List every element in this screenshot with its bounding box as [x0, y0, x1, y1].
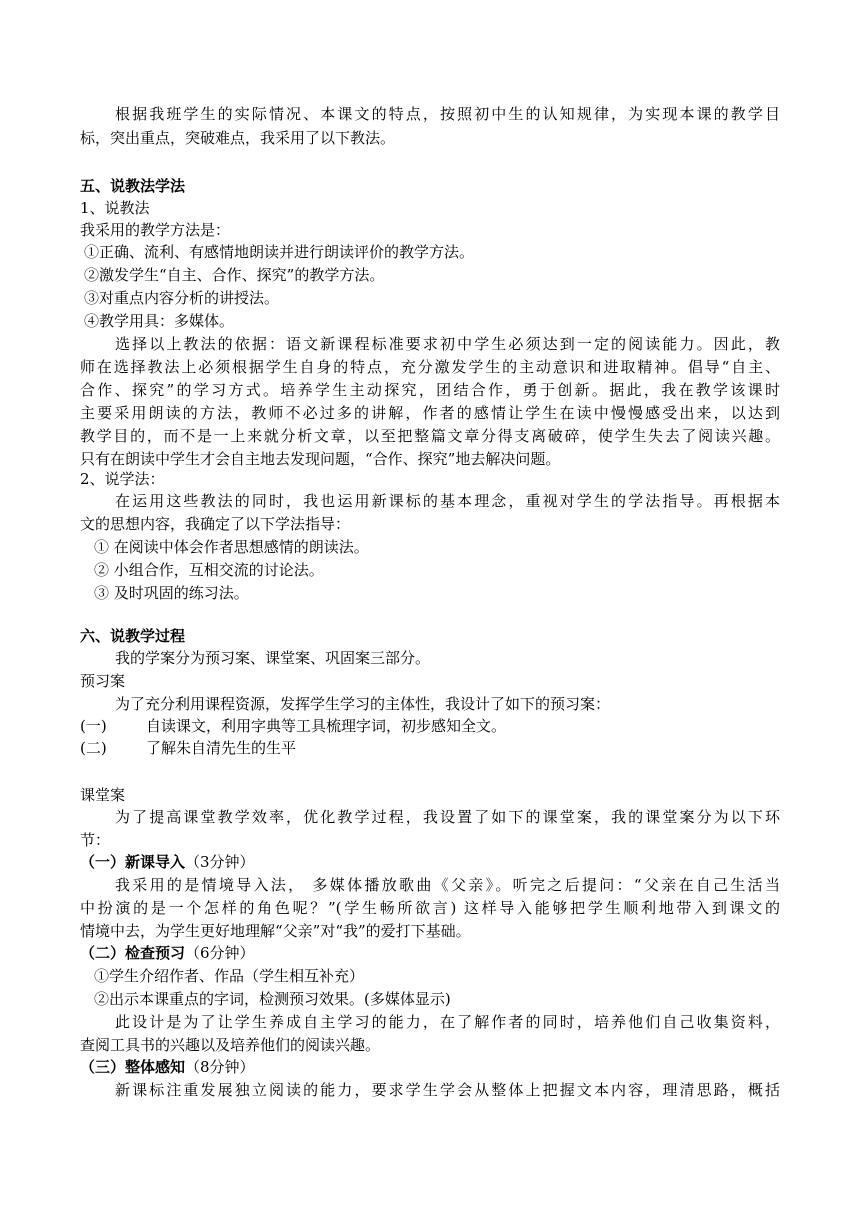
- basis-line: 主要采用朗读的方法，教师不必过多的讲解，作者的感情让学生在读中慢慢感受出来，以达到: [80, 404, 780, 422]
- step-1-time: （3分钟）: [185, 853, 255, 871]
- step-1-heading: [80, 851, 780, 873]
- step-1-title: （一）新课导入: [80, 853, 186, 871]
- preview-item-text: 自读课文，利用字典等工具梳理字词，初步感知全文。: [146, 717, 507, 735]
- section-5-sub-2: 2、说学法：: [80, 470, 165, 488]
- step-2-time: （6分钟）: [185, 944, 255, 962]
- method-item: ③对重点内容分析的讲授法。: [84, 289, 280, 307]
- step-2-heading: [80, 942, 780, 964]
- step-2-item: ①学生介绍作者、作品（学生相互补充）: [94, 967, 365, 985]
- class-intro-line: 节：: [80, 831, 111, 849]
- intro-line-1: 根据我班学生的实际情况、本课文的特点，按照初中生的认知规律，为实现本课的教学目: [115, 105, 780, 123]
- step-3-title: （三）整体感知: [80, 1058, 186, 1076]
- preview-item: [80, 737, 780, 759]
- class-intro-line: 为了提高课堂教学效率，优化教学过程，我设置了如下的课堂案，我的课堂案分为以下环: [115, 808, 780, 826]
- section-6-heading: 六、说教学过程: [80, 627, 186, 645]
- preview-item-text: 了解朱自清先生的生平: [146, 739, 297, 757]
- step-3-heading: [80, 1056, 780, 1078]
- step-3-time: （8分钟）: [185, 1058, 255, 1076]
- study-method-item: ③ 及时巩固的练习法。: [94, 584, 249, 602]
- section-5-sub-1: 1、说教法: [80, 199, 150, 217]
- step-2-item: ②出示本课重点的字词，检测预习效果。(多媒体显示): [94, 990, 451, 1008]
- methods-intro: 我采用的教学方法是：: [80, 221, 231, 239]
- section-5-heading: 五、说教法学法: [80, 177, 186, 195]
- preview-item-number: (二): [80, 739, 107, 757]
- basis-line: 教学目的，而不是一上来就分析文章，以至把整篇文章分得支离破碎，使学生失去了阅读兴趣。: [80, 427, 780, 445]
- step-2-text-line: 查阅工具书的兴趣以及培养他们的阅读兴趣。: [80, 1036, 381, 1054]
- step-3-text-line: 新课标注重发展独立阅读的能力，要求学生学会从整体上把握文本内容，理清思路，概括: [115, 1081, 780, 1099]
- preview-item-number: (一): [80, 717, 107, 735]
- preview-item: [80, 715, 780, 737]
- study-method-item: ① 在阅读中体会作者思想感情的朗读法。: [94, 538, 369, 556]
- basis-line: 选择以上教法的依据：语文新课程标准要求初中学生必须达到一定的阅读能力。因此，教: [115, 335, 780, 353]
- study-intro-line: 在运用这些教法的同时，我也运用新课标的基本理念，重视对学生的学法指导。再根据本: [115, 492, 780, 510]
- intro-line-2: 标，突出重点，突破难点，我采用了以下教法。: [80, 129, 396, 147]
- basis-line: 合作、探究”的学习方式。培养学生主动探究，团结合作，勇于创新。据此，我在教学该课时: [80, 381, 780, 399]
- step-1-text-line: 我采用的是情境导入法， 多媒体播放歌曲《父亲》。听完之后提问：“父亲在自己生活当: [115, 876, 780, 894]
- method-item: ①正确、流利、有感情地朗读并进行朗读评价的教学方法。: [84, 243, 475, 261]
- process-overview: 我的学案分为预习案、课堂案、巩固案三部分。: [115, 649, 431, 667]
- study-method-item: ② 小组合作，互相交流的讨论法。: [94, 561, 324, 579]
- step-2-text-line: 此设计是为了让学生养成自主学习的能力，在了解作者的同时，培养他们自己收集资料，: [115, 1013, 780, 1031]
- class-title: 课堂案: [80, 786, 126, 804]
- step-2-title: （二）检查预习: [80, 944, 186, 962]
- basis-line: 只有在朗读中学生才会自主地去发现问题，“合作、探究”地去解决问题。: [80, 450, 561, 468]
- step-1-text-line: 情境中去，为学生更好地理解“父亲”对“我”的爱打下基础。: [80, 922, 471, 940]
- study-intro-line: 文的思想内容，我确定了以下学法指导：: [80, 515, 351, 533]
- basis-line: 师在选择教法上必须根据学生自身的特点，充分激发学生的主动意识和进取精神。倡导“自主、: [80, 358, 780, 376]
- method-item: ②激发学生“自主、合作、探究”的教学方法。: [84, 266, 385, 284]
- method-item: ④教学用具：多媒体。: [84, 312, 235, 330]
- step-1-text-line: 中扮演的是一个怎样的角色呢？”(学生畅所欲言) 这样导入能够把学生顺利地带入到课文的: [80, 899, 780, 917]
- preview-title: 预习案: [80, 672, 126, 690]
- preview-intro: 为了充分利用课程资源，发挥学生学习的主体性，我设计了如下的预习案：: [115, 695, 611, 713]
